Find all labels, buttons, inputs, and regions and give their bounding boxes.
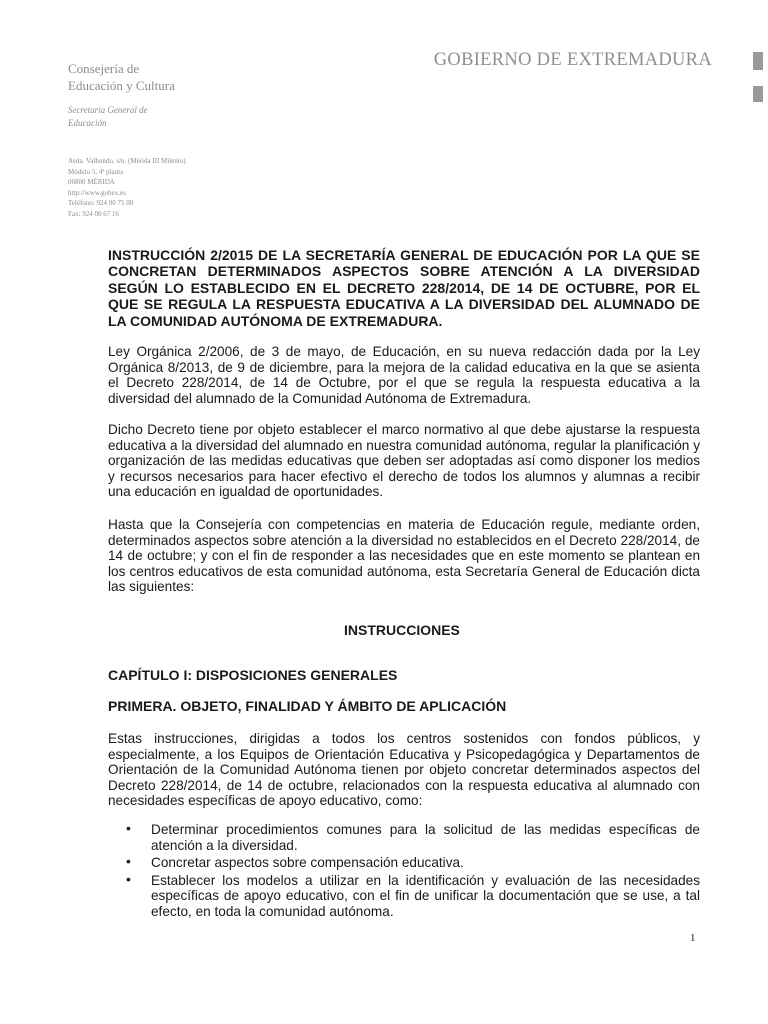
list-item [108,855,700,871]
bullet-icon: • [126,870,131,887]
seal-mark-top [753,52,763,70]
address-block [68,156,186,219]
chapter-heading: CAPÍTULO I: DISPOSICIONES GENERALES [108,667,398,683]
list-item-text: Establecer los modelos a utilizar en la identificación y evaluación de las necesidades específicas de apoyo educativo, con el fin de unificar la documentación que se use, a tal efecto, en toda la comunidad autónoma. [151,872,700,919]
address-line: http://www.gobex.es [68,188,126,197]
government-name: GOBIERNO DE EXTREMADURA [433,50,712,70]
page-number: 1 [690,932,696,944]
address-line: Avda. Valhondo, s/n. (Mérida III Milenio) [68,157,186,165]
instructions-heading: INSTRUCCIONES [344,622,460,638]
list-item-text: Determinar procedimientos comunes para la solicitud de las medidas específicas de atención a la diversidad. [151,822,700,853]
dept-line-1: Consejería de [68,61,140,76]
objectives-list [108,822,700,922]
intro-paragraph-3: Hasta que la Consejería con competencias en materia de Educación regule, mediante orden, determinados aspectos sobre atención a la diversidad no establecidos en el Decreto 228/2014, de 14 de octubre; y con el fin de responder a las necesidades que en este momento se plantean en los centros educativos de esta comunidad autónoma, esta Secretaría General de Educación dicta las siguientes: [108,517,700,595]
letterhead-department [68,60,186,219]
address-line: Módulo 5, 4ª planta [68,167,124,176]
dept-line-2: Educación y Cultura [68,78,175,93]
address-line: 06800 MÉRIDA [68,178,115,186]
document-title: INSTRUCCIÓN 2/2015 DE LA SECRETARÍA GENERAL DE EDUCACIÓN POR LA QUE SE CONCRETAN DETERMINADOS ASPECTOS SOBRE ATENCIÓN A LA DIVERSIDAD SEGÚN LO ESTABLECIDO EN EL DECRETO 228/2014, DE 14 DE OCTUBRE, POR EL QUE SE REGULA LA RESPUESTA EDUCATIVA A LA DIVERSIDAD DEL ALUMNADO DE LA COMUNIDAD AUTÓNOMA DE EXTREMADURA. [108,247,700,329]
list-item [108,822,700,853]
intro-paragraph-1: Ley Orgánica 2/2006, de 3 de mayo, de Educación, en su nueva redacción dada por la Ley Orgánica 8/2013, de 9 de diciembre, para la mejora de la calidad educativa en la que se asienta el Decreto 228/2014, de 14 de Octubre, por el que se regula la respuesta educativa a la diversidad del alumnado de la Comunidad Autónoma de Extremadura. [108,344,700,406]
section-paragraph: Estas instrucciones, dirigidas a todos los centros sostenidos con fondos públicos, y especialmente, a los Equipos de Orientación Educativa y Psicopedagógica y Departamentos de Orientación de la Comunidad Autónoma tienen por objeto concretar determinados aspectos del Decreto 228/2014, de 14 de octubre, relacionados con la respuesta educativa al alumnado con necesidades específicas de apoyo educativo, como: [108,731,700,809]
list-item-text: Concretar aspectos sobre compensación educativa. [151,855,464,871]
bullet-icon: • [126,820,131,836]
address-line: Fax: 924 00 67 16 [68,209,119,218]
bullet-icon: • [126,853,131,870]
section-heading: PRIMERA. OBJETO, FINALIDAD Y ÁMBITO DE APLICACIÓN [108,698,507,714]
intro-paragraph-2: Dicho Decreto tiene por objeto establecer el marco normativo al que debe ajustarse la respuesta educativa a la diversidad del alumnado en nuestra comunidad autónoma, regular la planificación y organización de las medidas educativas que deben ser adoptadas así como disponer los medios y recursos necesarios para hacer efectivo el derecho de todos los alumnos y alumnas a recibir una educación en igualdad de oportunidades. [108,422,700,500]
sub-line-1: Secretaría General de [68,105,148,115]
list-item [108,870,700,920]
seal-mark-bottom [753,86,763,102]
sub-line-2: Educación [68,118,107,128]
address-line: Teléfono: 924 00 75 00 [68,199,134,207]
